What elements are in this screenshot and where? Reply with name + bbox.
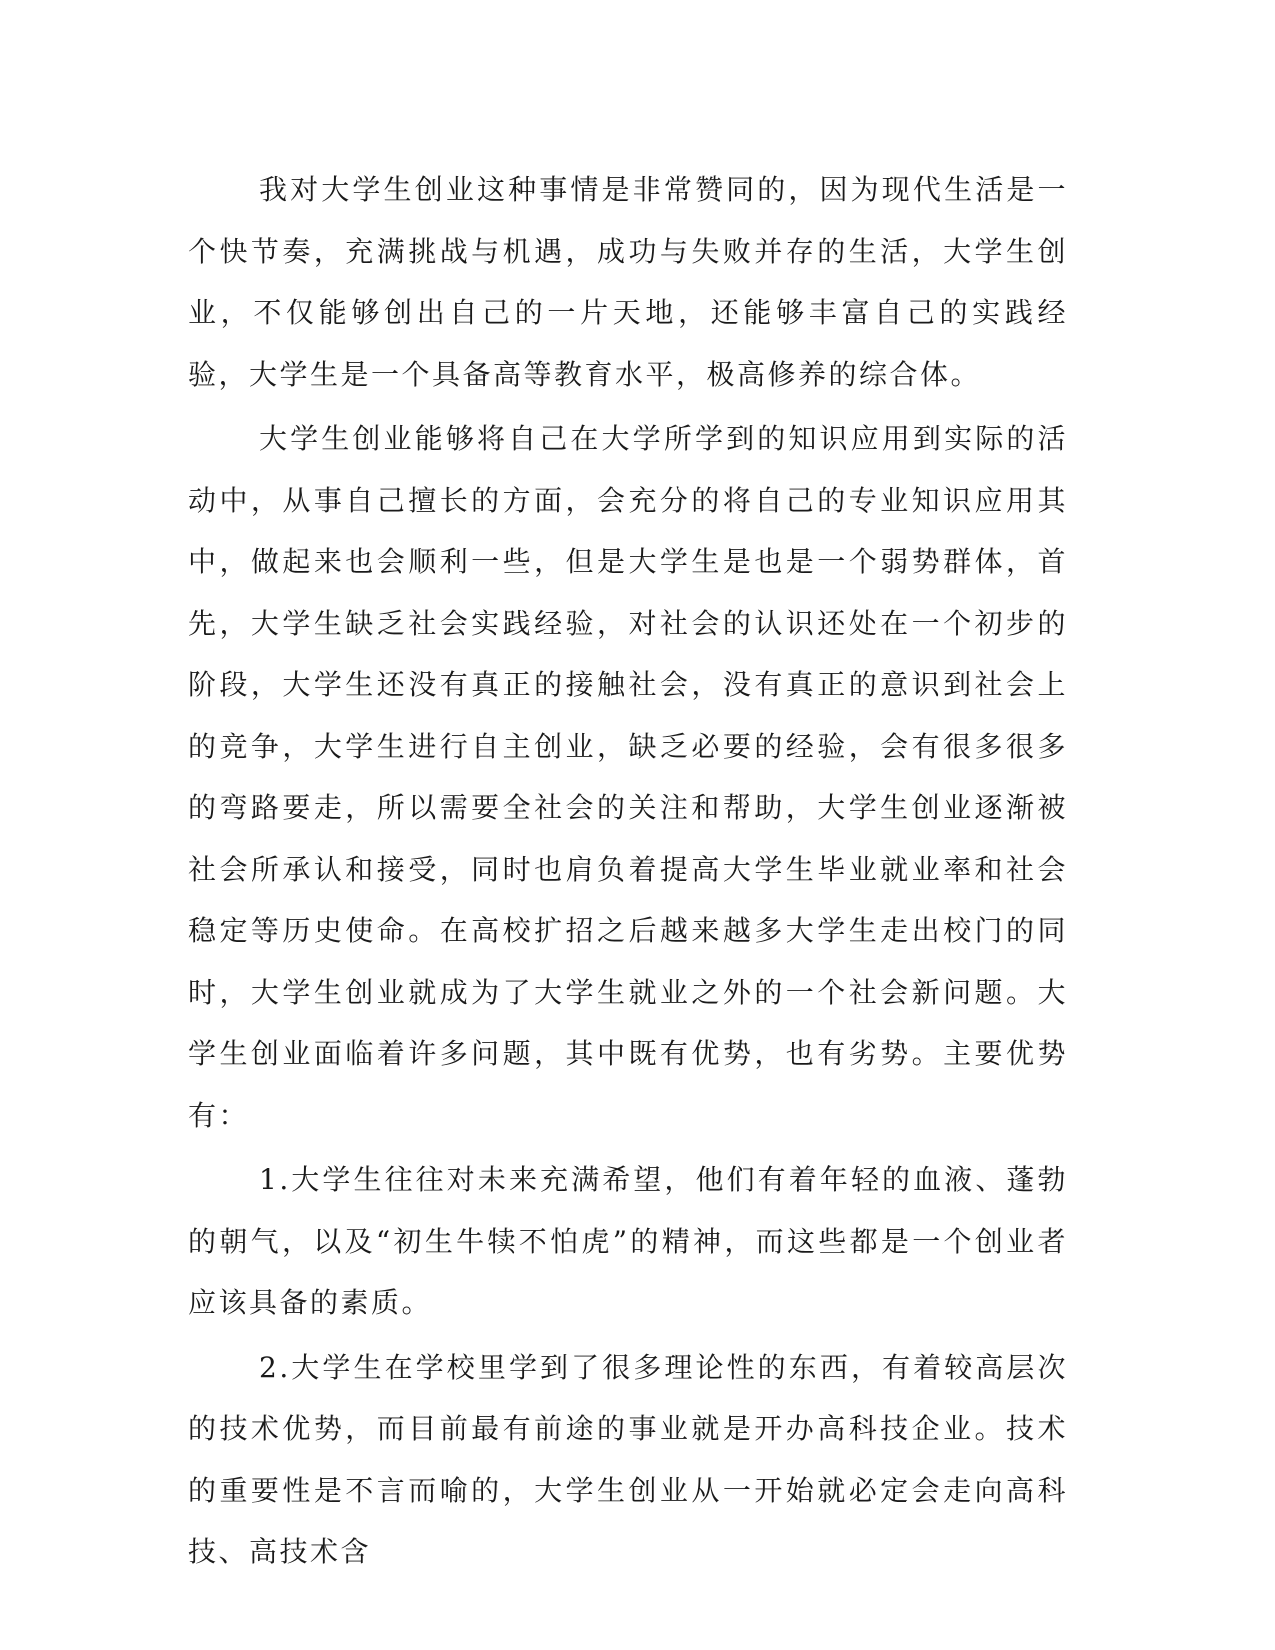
document-body [188,159,1068,1583]
paragraph-support-entrepreneurship: 我对大学生创业这种事情是非常赞同的，因为现代生活是一个快节奏，充满挑战与机遇，成功与失败并存的生活，大学生创业，不仅能够创出自己的一片天地，还能够丰富自己的实践经验，大学生是一个具备高等教育水平，极高修养的综合体。 [188,173,1068,391]
paragraph-advantage-1: 1.大学生往往对未来充满希望，他们有着年轻的血液、蓬勃的朝气，以及“初生牛犊不怕虎”的精神，而这些都是一个创业者应该具备的素质。 [188,1163,1068,1319]
paragraph-knowledge-application: 大学生创业能够将自己在大学所学到的知识应用到实际的活动中，从事自己擅长的方面，会充分的将自己的专业知识应用其中，做起来也会顺利一些，但是大学生是也是一个弱势群体，首先，大学生缺乏社会实践经验，对社会的认识还处在一个初步的阶段，大学生还没有真正的接触社会，没有真正的意识到社会上的竞争，大学生进行自主创业，缺乏必要的经验，会有很多很多的弯路要走，所以需要全社会的关注和帮助，大学生创业逐渐被社会所承认和接受，同时也肩负着提高大学生毕业就业率和社会稳定等历史使命。在高校扩招之后越来越多大学生走出校门的同时，大学生创业就成为了大学生就业之外的一个社会新问题。大学生创业面临着许多问题，其中既有优势，也有劣势。主要优势有： [188,422,1068,1132]
paragraph-advantage-2: 2.大学生在学校里学到了很多理论性的东西，有着较高层次的技术优势，而目前最有前途的事业就是开办高科技企业。技术的重要性是不言而喻的，大学生创业从一开始就必定会走向高科技、高技术含 [188,1350,1068,1568]
